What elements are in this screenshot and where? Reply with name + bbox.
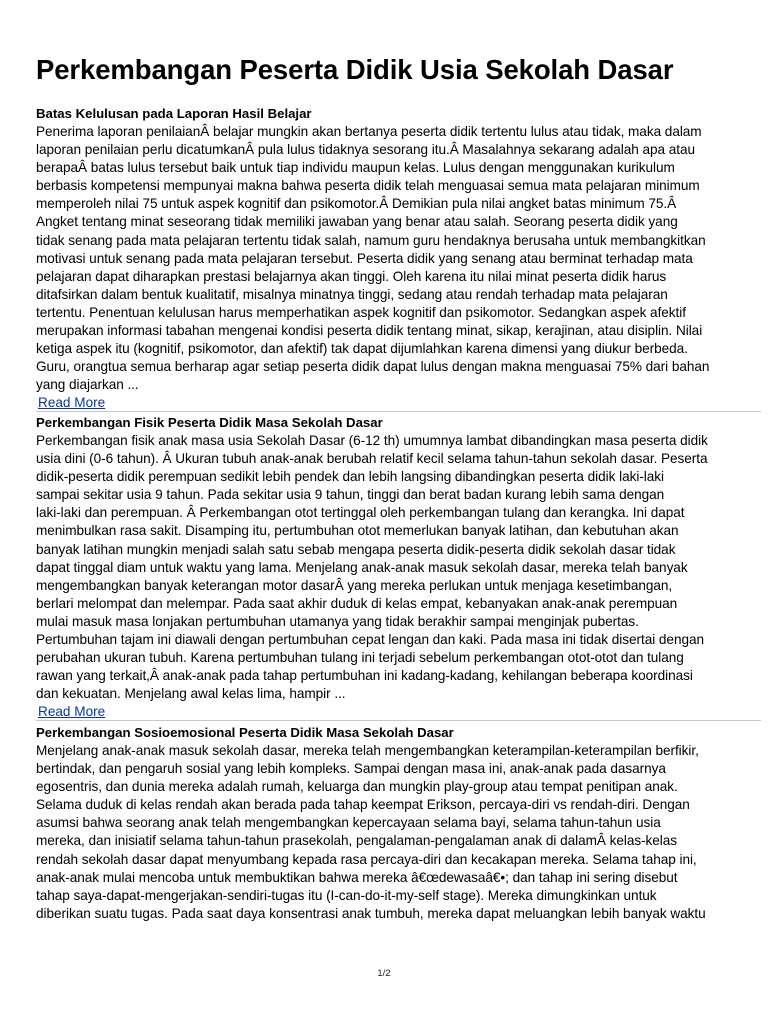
text-line: egosentris, dan dunia mereka adalah rumah, keluarga dan mungkin play-group atau tempat penitipan anak. (36, 779, 678, 795)
text-line: tahap saya-dapat-mengerjakan-sendiri-tugas itu (I-can-do-it-my-self stage). Mereka dimungkinkan untuk (36, 887, 657, 903)
text-line: sampai sekitar usia 9 tahun. Pada sekitar usia 9 tahun, tinggi dan berat badan kurang lebih sama dengan (36, 487, 665, 503)
page-number: 1/2 (377, 968, 391, 979)
text-line: laporan penilaian perlu dicatumkanÂ pula lulus tidaknya sesorang itu.Â Masalahnya sekarang adalah apa atau (36, 142, 695, 158)
text-line: mereka, dan inisiatif selama tahun-tahun prasekolah, pengalaman-pengalaman anak di dalamÂ kelas-kelas (36, 833, 678, 849)
text-line: dapat tinggal diam untuk waktu yang lama. Menjelang anak-anak masuk sekolah dasar, mereka telah banyak (36, 559, 688, 575)
text-line: anak-anak mulai mencoba untuk membuktikan bahwa mereka â€œdewasaâ€•; dan tahap ini sering disebut (36, 869, 678, 885)
text-line: tidak senang pada mata pelajaran tertentu tidak salah, namum guru hendaknya berusaha untuk membangkitkan (36, 232, 706, 248)
read-more-link[interactable]: Read More (38, 704, 106, 720)
text-line: berapaÂ batas lulus tersebut baik untuk tiap individu maupun kelas. Lulus dengan menggunakan kurikulum (36, 160, 675, 176)
text-line: mulai masuk masa lonjakan pertumbuhan utamanya yang tidak berakhir sampai menginjak pubertas. (36, 613, 639, 629)
text-line: memperoleh nilai 75 untuk aspek kognitif dan psikomotor.Â Demikian pula nilai angket batas minimum 75.Â (36, 196, 677, 212)
text-line: Guru, orangtua semua berharap agar setiap peserta didik dapat lulus dengan makna menguasai 75% dari bahan (36, 359, 710, 375)
text-line: Selama duduk di kelas rendah akan berada pada tahap keempat Erikson, percaya-diri vs rendah-diri. Dengan (36, 797, 690, 813)
section-body (36, 432, 746, 703)
text-line: berbasis kompetensi mempunyai makna bahwa peserta didik telah menguasai semua mata pelajaran minimum (36, 178, 700, 194)
page-title: Perkembangan Peserta Didik Usia Sekolah Dasar (36, 54, 674, 85)
text-line: perubahan ukuran tubuh. Karena pertumbuhan tulang ini terjadi sebelum perkembangan otot-otot dan tulang (36, 650, 684, 666)
text-line: ditafsirkan dalam bentuk kualitatif, misalnya minatnya tinggi, sedang atau rendah terhadap mata pelajaran (36, 286, 668, 302)
text-line: merupakan informasi tabahan mengenai kondisi peserta didik tentang minat, sikap, kerajinan, atau disiplin. Nilai (36, 323, 703, 339)
text-line: Menjelang anak-anak masuk sekolah dasar, mereka telah mengembangkan keterampilan-keterampilan berfikir, (36, 743, 699, 758)
text-line: yang diajarkan ... (36, 377, 139, 393)
section-heading: Perkembangan Fisik Peserta Didik Masa Sekolah Dasar (36, 415, 383, 430)
text-line: Pertumbuhan tajam ini diawali dengan pertumbuhan cepat lengan dan kaki. Pada masa ini tidak disertai dengan (36, 632, 704, 648)
text-line: ketiga aspek itu (kognitif, psikomotor, dan afektif) tak dapat dijumlahkan karena dimensi yang diukur berbeda. (36, 341, 688, 357)
text-line: laki-laki dan perempuan. Â Perkembangan otot tertinggal oleh perkembangan tulang dan kerangka. Ini dapat (36, 505, 685, 521)
section-heading: Perkembangan Sosioemosional Peserta Didik Masa Sekolah Dasar (36, 725, 454, 740)
section-divider (36, 411, 761, 412)
text-line: berlari melompat dan melempar. Pada saat akhir duduk di kelas empat, kebanyakan anak-anak perempuan (36, 595, 678, 611)
text-line: mengembangkan banyak keterangan motor dasarÂ yang mereka perlukan untuk menjaga kesetimbangan, (36, 577, 673, 593)
text-line: asumsi bahwa seorang anak telah mengembangkan kepercayaan selama bayi, selama tahun-tahun usia (36, 815, 661, 831)
text-line: motivasi untuk senang pada mata pelajaran tersebut. Peserta didik yang senang atau berminat terhadap mata (36, 250, 693, 266)
text-line: didik-peserta didik perempuan sedikit lebih pendek dan lebih langsing dibandingkan peserta didik laki-laki (36, 469, 664, 485)
text-line: menimbulkan rasa sakit. Disamping itu, pertumbuhan otot memerlukan banyak latihan, dan kebutuhan akan (36, 523, 679, 539)
text-line: rawan yang terkait,Â anak-anak pada tahap pertumbuhan ini kadang-kadang, kehilangan beberapa koordinasi (36, 668, 693, 684)
section-body (36, 123, 746, 394)
text-line: tertentu. Penentuan kelulusan harus memperhatikan aspek kognitif dan psikomotor. Sedangkan aspek afektif (36, 304, 686, 320)
text-line: pelajaran dapat diharapkan prestasi belajarnya akan tinggi. Oleh karena itu nilai minat peserta didik harus (36, 268, 667, 284)
section-heading: Batas Kelulusan pada Laporan Hasil Belajar (36, 106, 312, 121)
text-line: bertindak, dan pengaruh sosial yang lebih kompleks. Sampai dengan masa ini, anak-anak pada dasarnya (36, 761, 666, 777)
text-line: Penerima laporan penilaianÂ belajar mungkin akan bertanya peserta didik tertentu lulus atau tidak, maka dalam (36, 124, 702, 139)
text-line: usia dini (0-6 tahun). Â Ukuran tubuh anak-anak berubah relatif kecil selama tahun-tahun sekolah dasar. Peserta (36, 451, 708, 467)
text-line: banyak latihan mungkin menjadi salah satu sebab mengapa peserta didik-peserta didik sekolah dasar tidak (36, 541, 676, 557)
text-line: Angket tentang minat seseorang tidak memiliki jawaban yang benar atau salah. Seorang peserta didik yang (36, 214, 678, 230)
text-line: dan kekuatan. Menjelang awal kelas lima, hampir ... (36, 686, 346, 702)
section-body (36, 742, 746, 923)
text-line: Perkembangan fisik anak masa usia Sekolah Dasar (6-12 th) umumnya lambat dibandingkan masa peserta didik (36, 433, 708, 448)
section-perkembangan-sosioemosional (36, 724, 746, 923)
text-line: diberikan suatu tugas. Pada saat daya konsentrasi anak tumbuh, mereka dapat meluangkan lebih banyak waktu (36, 905, 706, 921)
section-batas-kelulusan (36, 105, 746, 412)
read-more-link[interactable]: Read More (38, 395, 106, 411)
section-perkembangan-fisik (36, 414, 746, 721)
section-divider (36, 720, 761, 721)
text-line: rendah sekolah dasar dapat menyumbang kepada rasa percaya-diri dan kecakapan mereka. Selama tahap ini, (36, 851, 697, 867)
